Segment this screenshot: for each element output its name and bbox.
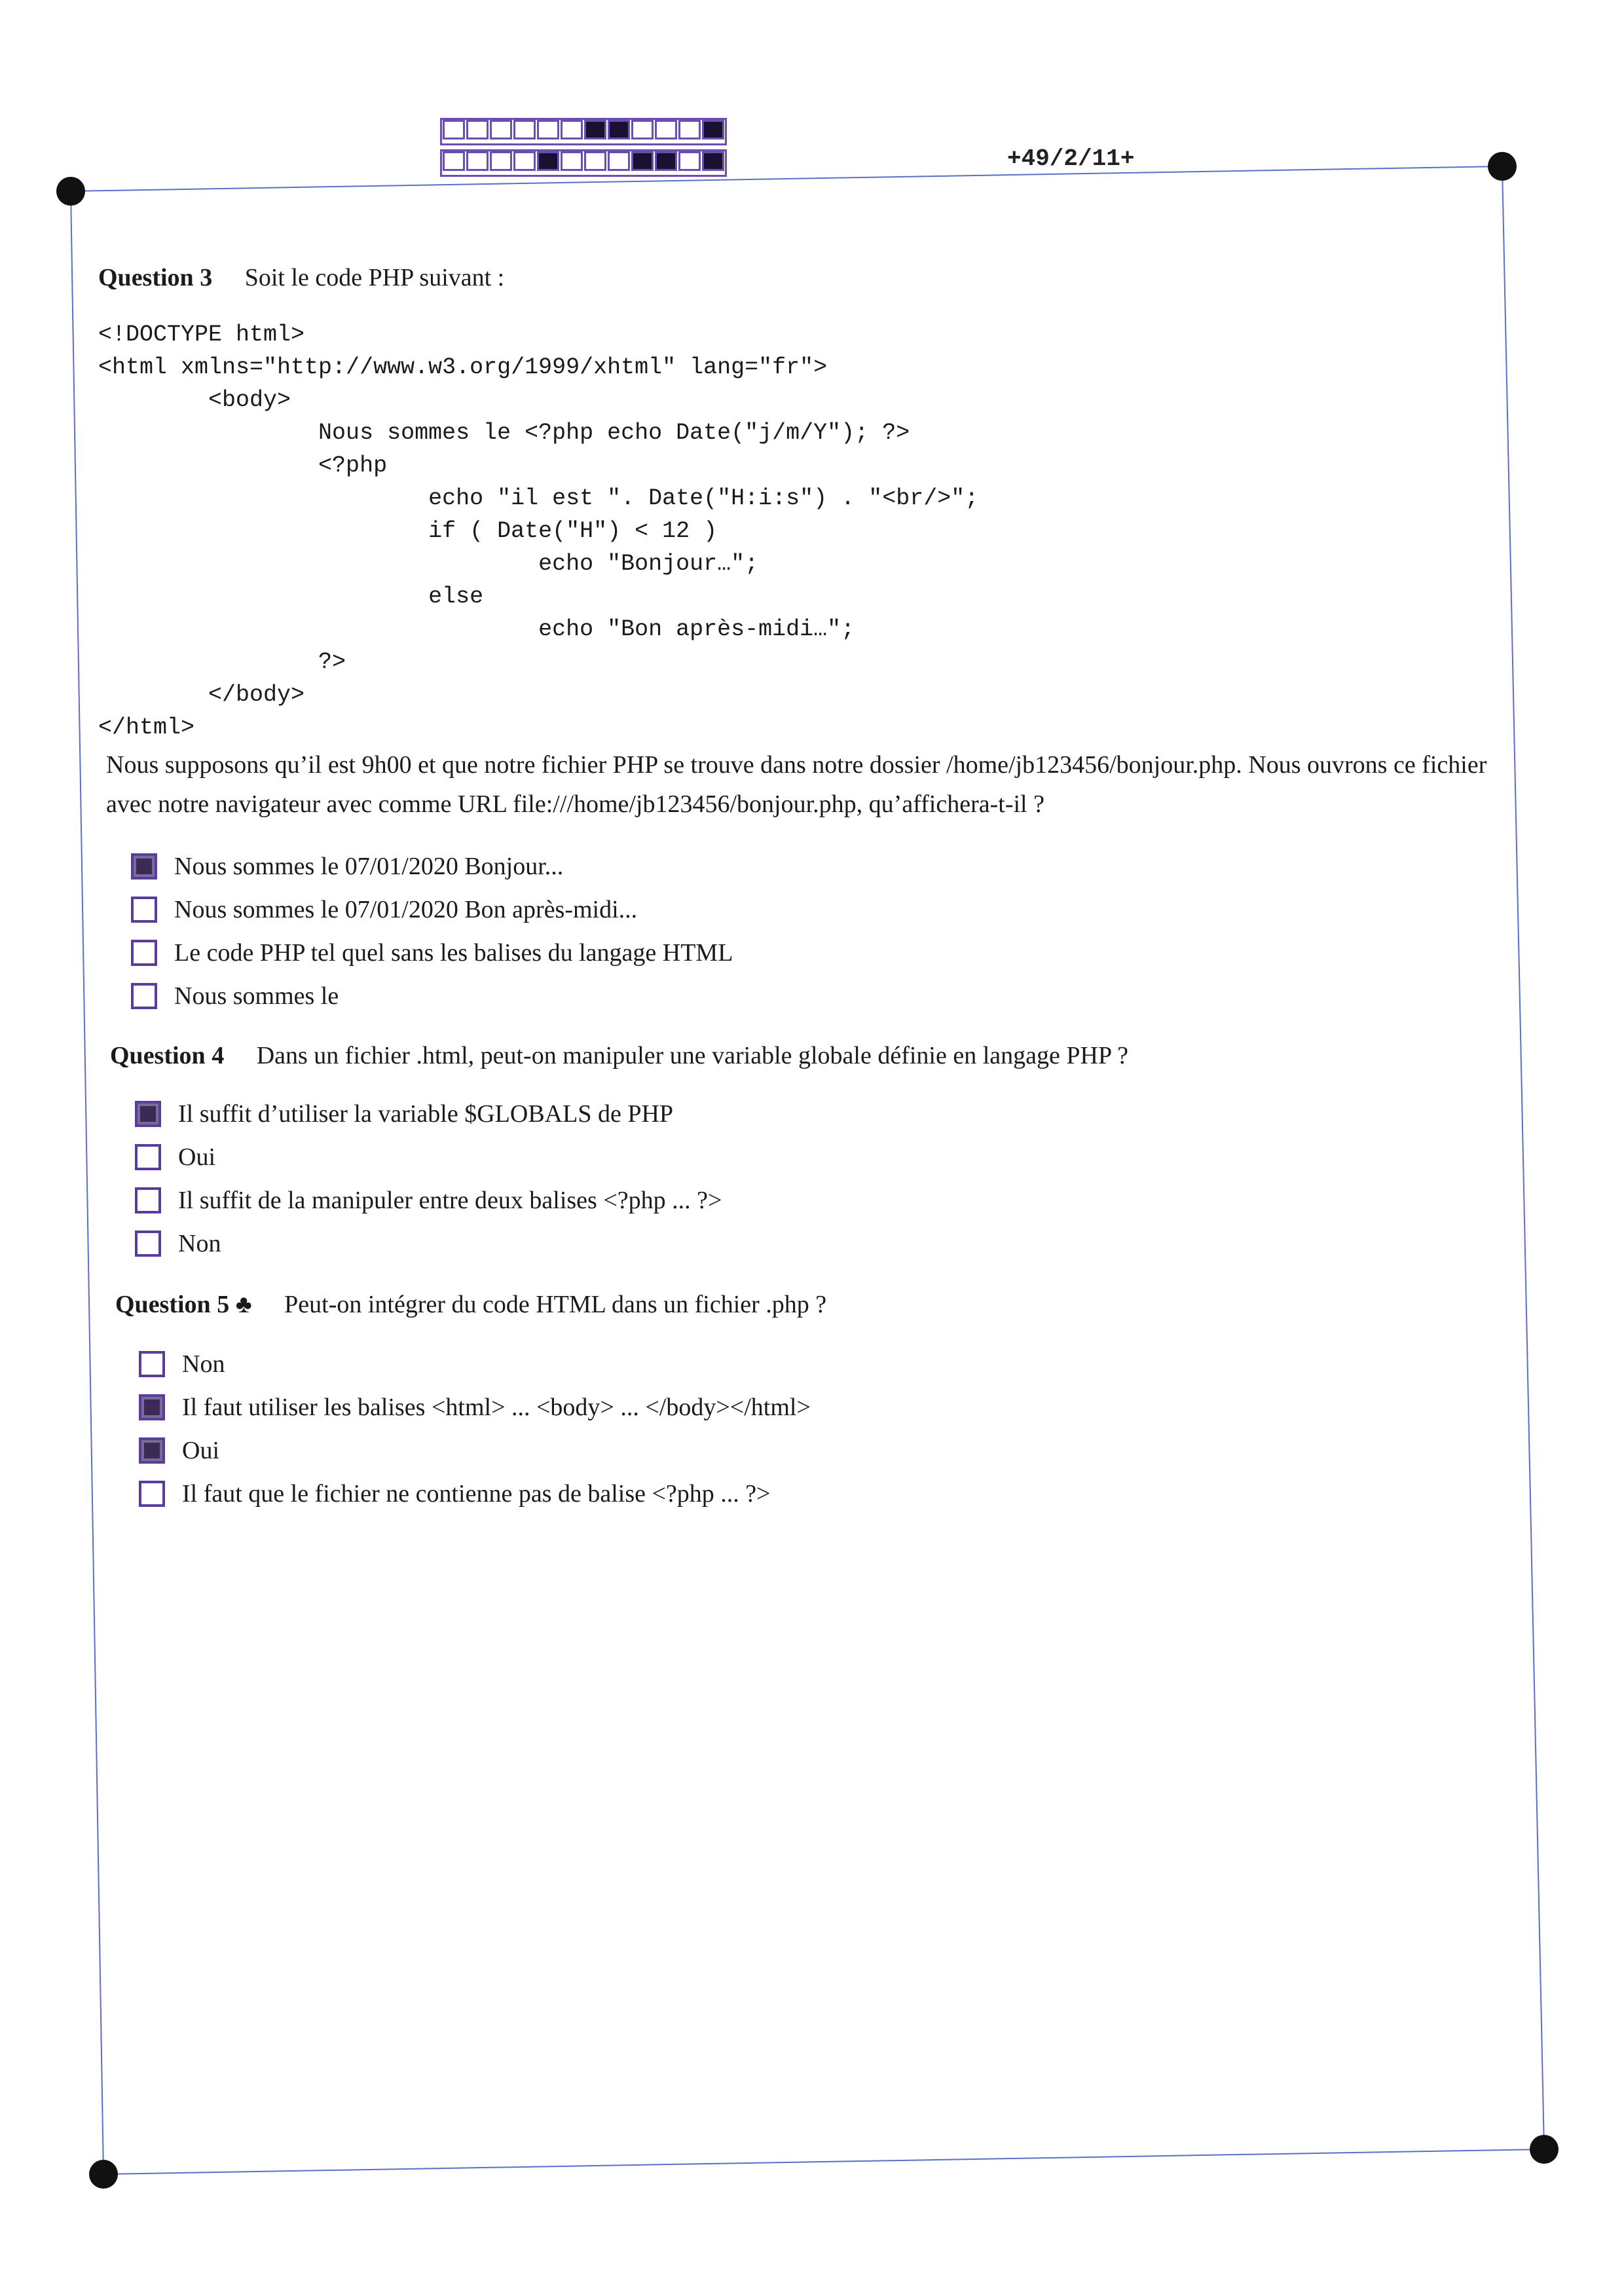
checkbox[interactable] (139, 1481, 165, 1507)
code-line: echo "Bon après-midi…"; (98, 616, 855, 642)
question-4-header (110, 1041, 1128, 1070)
code-cell (631, 151, 654, 171)
checkbox[interactable] (135, 1187, 161, 1213)
question-5-text: Peut-on intégrer du code HTML dans un fichier .php ? (284, 1291, 827, 1318)
answer-label: Nous sommes le (174, 982, 339, 1010)
answer-option[interactable] (139, 1429, 811, 1472)
checked-checkbox[interactable] (135, 1101, 161, 1127)
code-cell (513, 120, 536, 139)
question-4-text: Dans un fichier .html, peut-on manipuler une variable globale définie en langage PHP ? (256, 1042, 1129, 1069)
checkbox[interactable] (131, 940, 157, 966)
answer-label: Oui (182, 1437, 219, 1464)
answer-option[interactable] (139, 1342, 811, 1386)
registration-mark-bottom-right (1530, 2135, 1559, 2164)
checked-checkbox[interactable] (139, 1437, 165, 1464)
code-cell (466, 151, 489, 171)
code-line: <body> (98, 387, 291, 413)
question-5-answers (139, 1342, 811, 1515)
code-line: Nous sommes le <?php echo Date("j/m/Y"); ?> (98, 420, 910, 446)
checked-checkbox[interactable] (139, 1394, 165, 1420)
checkbox[interactable] (131, 983, 157, 1009)
code-cell (537, 151, 559, 171)
code-cell (584, 151, 606, 171)
code-cell (678, 151, 701, 171)
code-line: echo "il est ". Date("H:i:s") . "<br/>"; (98, 485, 979, 511)
code-cell (655, 120, 677, 139)
code-cell (561, 120, 583, 139)
code-cell (608, 120, 630, 139)
answer-option[interactable] (131, 845, 733, 888)
question-3-header (98, 263, 504, 292)
answer-option[interactable] (135, 1136, 722, 1179)
registration-mark-top-left (56, 177, 85, 206)
code-line: </body> (98, 682, 305, 708)
answer-label: Il suffit d’utiliser la variable $GLOBALS de PHP (178, 1100, 674, 1128)
code-cell (443, 151, 465, 171)
binary-code-row-1 (440, 118, 727, 145)
answer-option[interactable] (131, 888, 733, 931)
code-cell (490, 120, 512, 139)
answer-label: Non (182, 1350, 225, 1378)
answer-label: Nous sommes le 07/01/2020 Bon après-midi... (174, 896, 638, 923)
answer-option[interactable] (139, 1386, 811, 1429)
answer-label: Il faut utiliser les balises <html> ... <body> ... </body></html> (182, 1394, 811, 1421)
code-cell (702, 120, 724, 139)
code-cell (513, 151, 536, 171)
answer-label: Il suffit de la manipuler entre deux balises <?php ... ?> (178, 1187, 722, 1214)
code-cell (702, 151, 724, 171)
answer-option[interactable] (135, 1179, 722, 1222)
code-line: <!DOCTYPE html> (98, 322, 305, 348)
answer-label: Non (178, 1230, 221, 1257)
code-line: else (98, 583, 484, 610)
code-cell (584, 120, 606, 139)
question-5-label: Question 5 ♣ (115, 1291, 252, 1318)
code-line: if ( Date("H") < 12 ) (98, 518, 718, 544)
code-line: echo "Bonjour…"; (98, 551, 759, 577)
code-line: </html> (98, 714, 195, 741)
answer-option[interactable] (135, 1222, 722, 1265)
answer-option[interactable] (139, 1472, 811, 1515)
code-cell (655, 151, 677, 171)
question-5-header (115, 1290, 826, 1319)
answer-option[interactable] (135, 1092, 722, 1136)
code-line: ?> (98, 649, 346, 675)
question-3-paragraph: Nous supposons qu’il est 9h00 et que notre fichier PHP se trouve dans notre dossier /home/jb123456/bonjour.php. Nous ouvrons ce fichier avec notre navigateur avec comme URL file:///home/jb123456/bonjour.php, qu’affichera-t-il ? (106, 751, 1487, 818)
answer-label: Le code PHP tel quel sans les balises du langage HTML (174, 939, 733, 967)
page-identifier: +49/2/11+ (1007, 145, 1135, 172)
binary-code-row-2 (440, 149, 727, 177)
code-cell (608, 151, 630, 171)
checkbox[interactable] (135, 1231, 161, 1257)
question-4-answers (135, 1092, 722, 1265)
registration-mark-bottom-left (89, 2160, 118, 2189)
answer-label: Nous sommes le 07/01/2020 Bonjour... (174, 853, 564, 880)
code-line: <html xmlns="http://www.w3.org/1999/xhtml" lang="fr"> (98, 354, 828, 380)
code-cell (490, 151, 512, 171)
code-cell (561, 151, 583, 171)
question-3-text: Soit le code PHP suivant : (244, 264, 505, 291)
answer-label: Il faut que le fichier ne contienne pas de balise <?php ... ?> (182, 1480, 771, 1508)
code-line: <?php (98, 453, 388, 479)
checkbox[interactable] (139, 1351, 165, 1377)
code-cell (631, 120, 654, 139)
registration-mark-top-right (1488, 152, 1517, 181)
question-3-label: Question 3 (98, 264, 213, 291)
answer-option[interactable] (131, 974, 733, 1018)
code-cell (466, 120, 489, 139)
code-cell (537, 120, 559, 139)
answer-option[interactable] (131, 931, 733, 974)
code-cell (443, 120, 465, 139)
question-4-label: Question 4 (110, 1042, 225, 1069)
question-3-answers (131, 845, 733, 1018)
php-code-block (98, 318, 978, 744)
checkbox[interactable] (135, 1144, 161, 1170)
checked-checkbox[interactable] (131, 853, 157, 880)
answer-label: Oui (178, 1143, 215, 1171)
checkbox[interactable] (131, 897, 157, 923)
code-cell (678, 120, 701, 139)
